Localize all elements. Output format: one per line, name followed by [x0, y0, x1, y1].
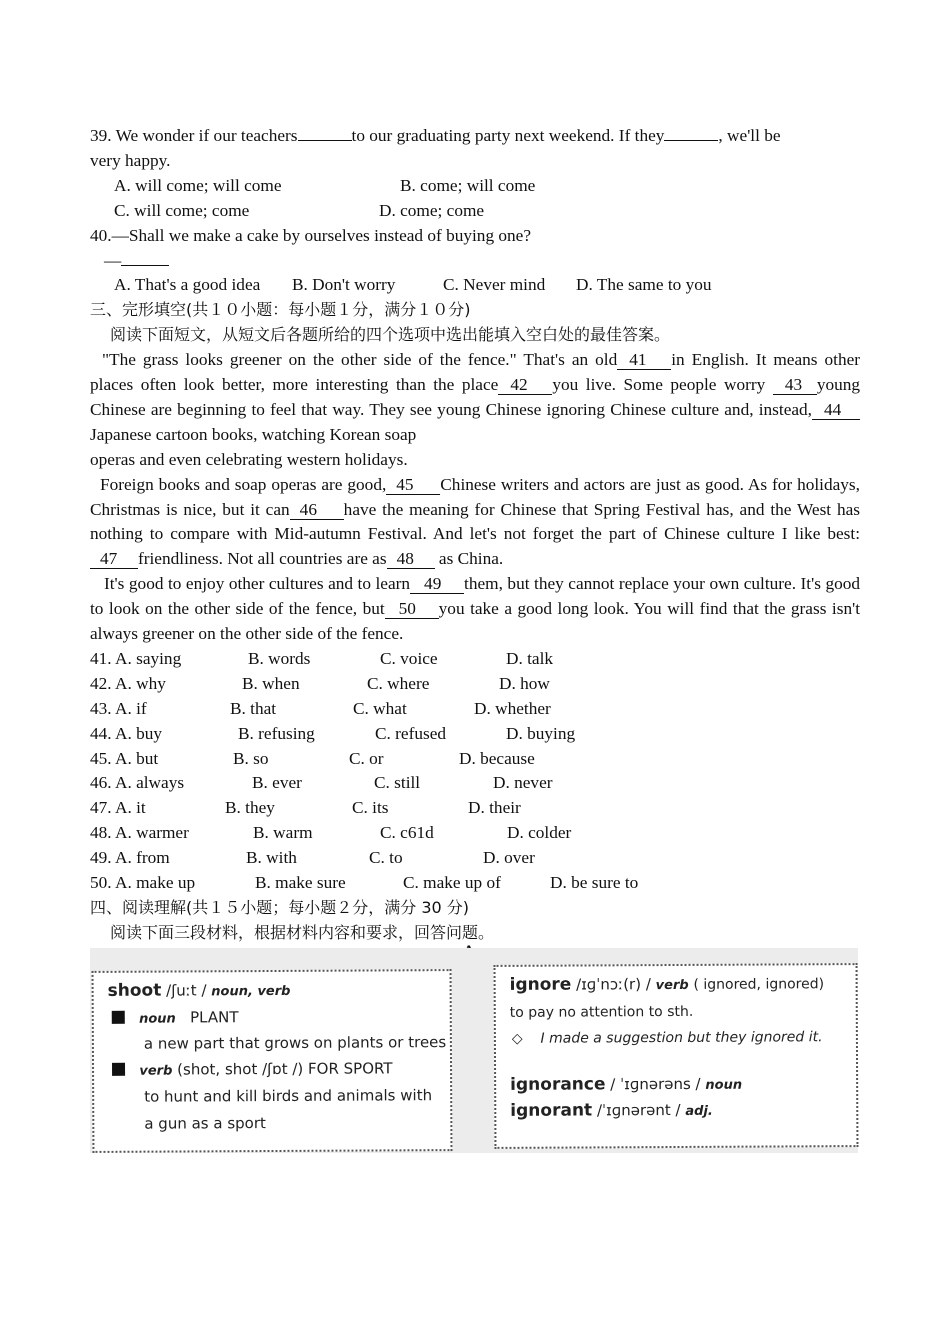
- phonetic: /ɪɡˈnɔː(r) /: [576, 975, 651, 994]
- question-39: 39. We wonder if our teachers to our graduating party next weekend. If they , we'll be: [90, 126, 781, 145]
- choice-option: C. make up of: [403, 873, 501, 892]
- choice-option: C. what: [353, 698, 407, 718]
- choice-option: 48. A. warmer: [90, 823, 189, 843]
- choice-option: 43. A. if: [90, 698, 147, 718]
- question-40-options: [90, 273, 860, 298]
- blank: [298, 140, 352, 141]
- choice-option: B. refusing: [238, 723, 315, 743]
- question-39-options-row2: [90, 199, 860, 224]
- choice-option: C. its: [352, 798, 389, 818]
- dictionary-entry-shoot: shoot /ʃuːt / noun, verb noun PLANT a new part that grows on plants or trees verb (shot, shot /ʃɒt /) FOR SPORT to hunt and kill birds and animals with a gun as a sport: [92, 969, 453, 1153]
- choice-option: B. words: [248, 648, 311, 668]
- choice-option: 50. A. make up: [90, 873, 196, 892]
- option: D. The same to you: [576, 275, 712, 295]
- blank-42: 42: [498, 375, 552, 395]
- choice-option: B. with: [246, 848, 297, 868]
- choice-option: 45. A. but: [90, 748, 159, 768]
- exam-page: [90, 124, 860, 946]
- blank-43: 43: [773, 375, 817, 395]
- passage-paragraph-1-end: operas and even celebrating western holidays.: [90, 449, 408, 469]
- passage-paragraph-1: "The grass looks greener on the other side of the fence." That's an old 41 in English. It means other places often look better, more interesting than the place 42 you live. Some people worry 43 young Chinese are beginning to feel that way. They see young Chinese ignoring Chinese culture and, instead, 44Japanese cartoon books, watching Korean soap: [90, 350, 861, 444]
- headword: shoot: [107, 980, 162, 1001]
- choice-option: D. their: [468, 798, 521, 818]
- choice-row-41: [90, 647, 860, 672]
- choice-option: D. never: [493, 773, 553, 793]
- blank-50: 50: [385, 599, 439, 619]
- blank: [664, 140, 718, 141]
- choice-row-42: [90, 672, 860, 697]
- question-39-cont: very happy.: [90, 150, 171, 170]
- choice-option: D. because: [459, 748, 535, 768]
- choice-option: B. that: [230, 698, 277, 718]
- dictionary-image: [90, 948, 858, 1153]
- choice-row-50: [90, 871, 860, 896]
- blank-45: 45: [386, 475, 440, 495]
- choice-option: 41. A. saying: [90, 648, 182, 668]
- choice-option: B. they: [225, 798, 275, 818]
- option: B. come; will come: [400, 175, 536, 195]
- choice-option: D. whether: [474, 698, 551, 718]
- choice-option: D. colder: [507, 823, 572, 843]
- choice-option: 47. A. it: [90, 798, 146, 818]
- blank-41: 41: [617, 350, 671, 370]
- option: A. will come; will come: [114, 175, 282, 195]
- choice-option: C. or: [349, 748, 384, 768]
- bullet-square-icon: [112, 1063, 125, 1076]
- passage-paragraph-2: Foreign books and soap operas are good, 45 Chinese writers and actors are just as good. As for holidays, Christmas is nice, but it can 46 have the meaning for Chinese that Spring Festival has, and the West has nothing to compare with Mid-autumn Festival. And let's not forget the part of Chinese culture I like best:47 friendliness. Not all countries are as 48 as China.: [90, 474, 861, 569]
- section-4-heading: 四、阅读理解(共１５小题；每小题２分，满分 30 分): [90, 897, 470, 917]
- choice-row-44: [90, 722, 860, 747]
- section-3-instruction: 阅读下面短文，从短文后各题所给的四个选项中选出能填入空白处的最佳答案。: [110, 325, 671, 345]
- choice-option: D. buying: [506, 723, 576, 743]
- phonetic: /ʃuːt /: [166, 981, 207, 1000]
- option: D. come; come: [379, 200, 485, 220]
- choice-option: B. warm: [253, 823, 313, 843]
- choice-option: D. over: [483, 848, 535, 868]
- blank-47: 47: [90, 549, 138, 569]
- choice-option: 46. A. always: [90, 773, 185, 793]
- choice-row-46: [90, 771, 860, 796]
- question-40: 40.—Shall we make a cake by ourselves instead of buying one?: [90, 225, 532, 245]
- question-39-options-row1: [90, 174, 860, 199]
- option: A. That's a good idea: [114, 275, 261, 295]
- choice-option: C. where: [367, 673, 430, 693]
- bullet-square-icon: [112, 1011, 125, 1024]
- choice-option: C. to: [369, 848, 403, 868]
- diamond-icon: ◇: [511, 1030, 523, 1047]
- blank-48: 48: [387, 549, 435, 569]
- option: C. will come; come: [114, 200, 250, 220]
- passage-paragraph-3: It's good to enjoy other cultures and to learn 49 them, but they cannot replace your own culture. It's good to look on the other side of the fence, but 50 you take a good long look. You will find that the grass isn't always greener on the other side of the fence.: [90, 574, 861, 644]
- choice-option: C. still: [374, 773, 421, 793]
- choices-list: [90, 647, 860, 896]
- blank-46: 46: [290, 500, 344, 520]
- choice-option: B. so: [233, 748, 269, 768]
- choice-option: 49. A. from: [90, 848, 170, 868]
- choice-option: 44. A. buy: [90, 723, 163, 743]
- blank-49: 49: [410, 574, 464, 594]
- option: B. Don't worry: [292, 275, 396, 295]
- headword: ignore: [509, 974, 572, 995]
- choice-option: B. make sure: [255, 873, 346, 892]
- choice-option: C. voice: [380, 648, 438, 668]
- section-3-heading: 三、完形填空(共１０小题：每小题１分，满分１０分): [90, 300, 471, 320]
- choice-option: C. c61d: [380, 823, 434, 843]
- blank-44: 44: [812, 400, 860, 420]
- choice-row-43: [90, 697, 860, 722]
- choice-option: B. ever: [252, 773, 302, 793]
- blank: [121, 265, 169, 266]
- choice-option: D. talk: [506, 648, 554, 668]
- choice-row-49: [90, 846, 860, 871]
- choice-option: C. refused: [375, 723, 447, 743]
- part-of-speech: noun, verb: [211, 983, 291, 1000]
- choice-option: B. when: [242, 673, 300, 693]
- section-4-instruction: 阅读下面三段材料，根据材料内容和要求，回答问题。: [110, 922, 495, 942]
- choice-row-45: [90, 747, 860, 772]
- choice-option: D. be sure to: [550, 873, 639, 892]
- choice-row-48: [90, 821, 860, 846]
- choice-option: D. how: [499, 673, 550, 693]
- option: C. Never mind: [443, 275, 546, 295]
- dictionary-entry-ignore: ignore /ɪɡˈnɔː(r) / verb ( ignored, ignored) to pay no attention to sth. ◇ I made a suggestion but they ignored it. ignorance / ˈɪɡnərəns / noun ignorant /ˈɪɡnərənt / adj.: [494, 963, 859, 1149]
- choice-row-47: [90, 796, 860, 821]
- question-40-answer-line: —: [90, 249, 860, 274]
- choice-option: 42. A. why: [90, 673, 166, 693]
